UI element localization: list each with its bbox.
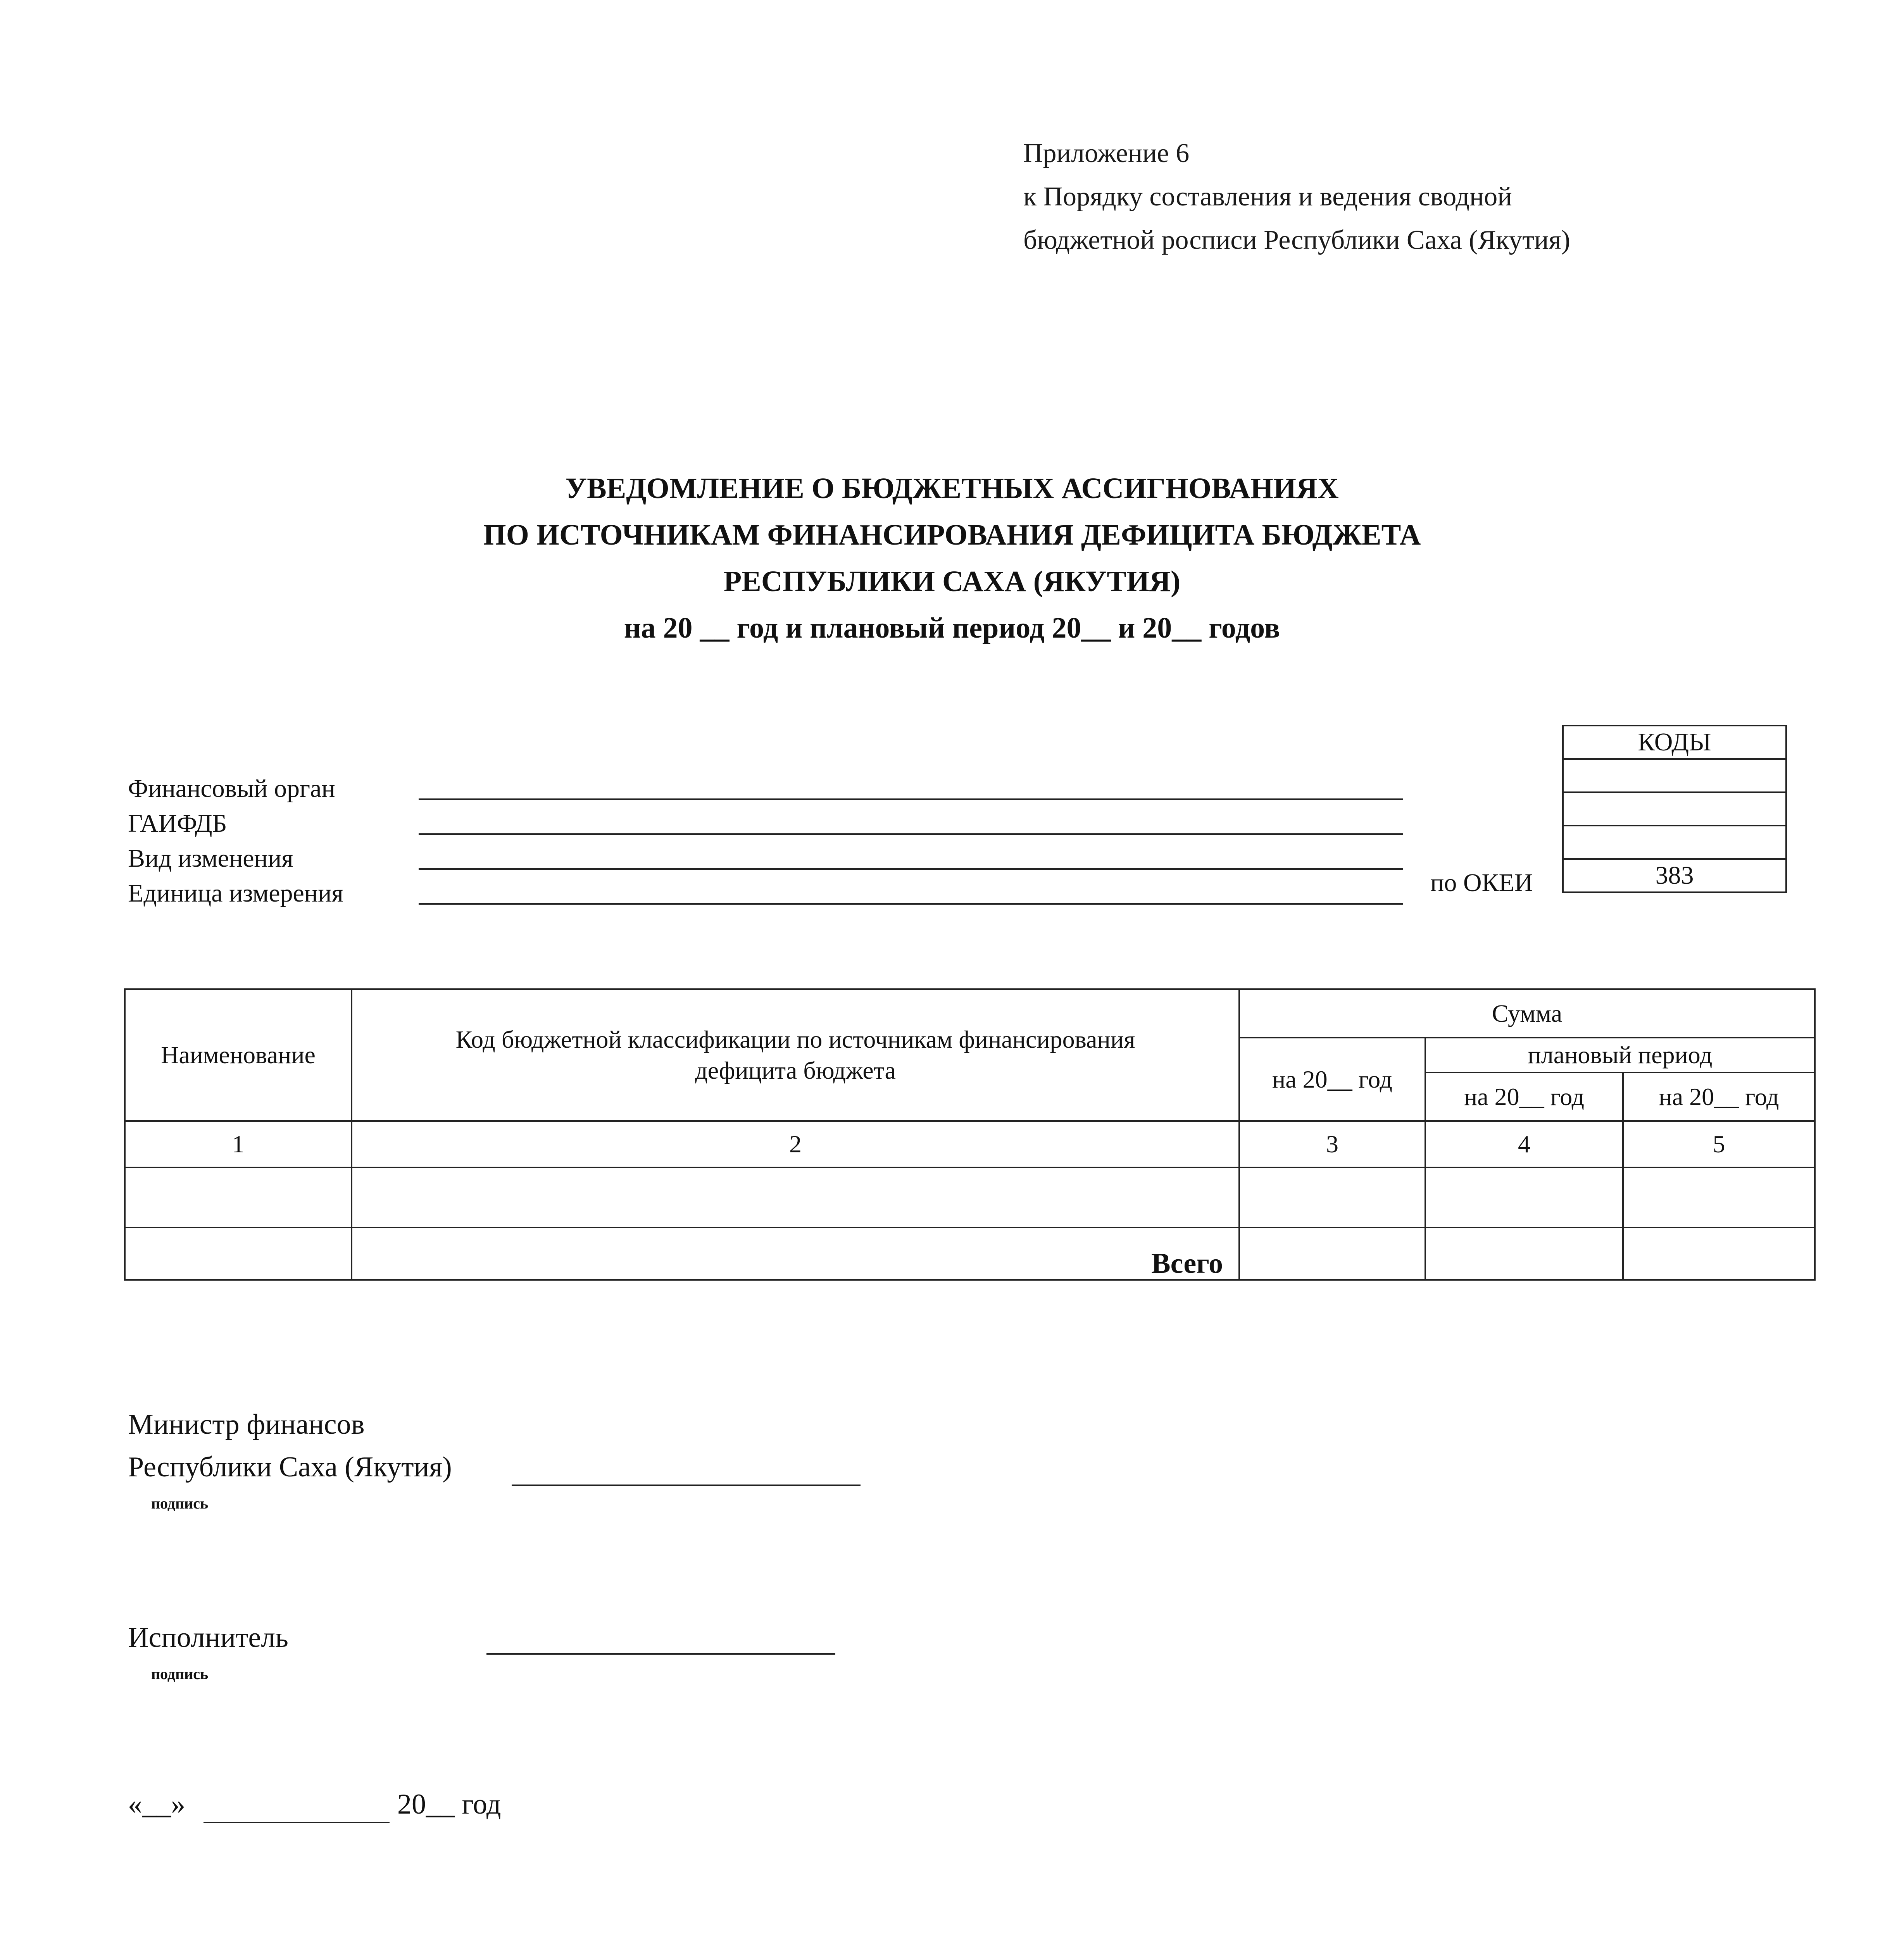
col-num-1: 1 <box>125 1121 352 1167</box>
header-name: Наименование <box>125 989 352 1121</box>
code-gaifdb[interactable] <box>1563 792 1786 826</box>
row-name-cell[interactable] <box>125 1167 352 1228</box>
appendix-note <box>1023 132 1570 262</box>
minister-line-2: Республики Саха (Якутия) <box>128 1451 452 1483</box>
date-day: «__» <box>128 1788 185 1820</box>
appendix-line-3: бюджетной росписи Республики Саха (Якутия) <box>1023 225 1570 255</box>
total-sum-plan-1-cell[interactable] <box>1425 1228 1623 1280</box>
row-sum-plan-2-cell[interactable] <box>1623 1167 1815 1228</box>
col-num-3: 3 <box>1239 1121 1425 1167</box>
gaifdb-label: ГАИФДБ <box>128 809 227 838</box>
minister-signature-field[interactable] <box>512 1485 861 1486</box>
unit-field[interactable] <box>419 903 1403 905</box>
total-name-cell <box>125 1228 352 1280</box>
change-type-label: Вид изменения <box>128 844 293 872</box>
gaifdb-field[interactable] <box>419 833 1403 835</box>
fin-organ-field[interactable] <box>419 798 1403 800</box>
table-row <box>125 1167 1815 1228</box>
column-numbers-row <box>125 1121 1815 1167</box>
document-title <box>0 465 1904 651</box>
executor-signature-caption: подпись <box>151 1665 209 1683</box>
col-num-4: 4 <box>1425 1121 1623 1167</box>
title-line-3: РЕСПУБЛИКИ САХА (ЯКУТИЯ) <box>723 565 1181 598</box>
executor-label: Исполнитель <box>128 1622 288 1654</box>
row-sum-plan-1-cell[interactable] <box>1425 1167 1623 1228</box>
executor-signature-field[interactable] <box>486 1653 835 1655</box>
budget-table <box>124 988 1816 1281</box>
minister-signature-caption: подпись <box>151 1495 209 1512</box>
total-sum-current-cell[interactable] <box>1239 1228 1425 1280</box>
code-fin-organ[interactable] <box>1563 759 1786 792</box>
code-okei: 383 <box>1563 859 1786 892</box>
codes-box <box>1562 725 1787 893</box>
header-year-plan-2: на 20__ год <box>1623 1072 1815 1121</box>
total-sum-plan-2-cell[interactable] <box>1623 1228 1815 1280</box>
okei-label: по ОКЕИ <box>1430 869 1533 897</box>
codes-title: КОДЫ <box>1563 726 1786 759</box>
row-code-cell[interactable] <box>352 1167 1239 1228</box>
date-year: 20__ год <box>397 1788 501 1820</box>
unit-label: Единица измерения <box>128 879 343 907</box>
title-line-1: УВЕДОМЛЕНИЕ О БЮДЖЕТНЫХ АССИГНОВАНИЯХ <box>565 472 1339 505</box>
minister-line-1: Министр финансов <box>128 1409 365 1440</box>
header-code-line-2: дефицита бюджета <box>695 1057 896 1084</box>
total-row <box>125 1228 1815 1280</box>
header-year-plan-1: на 20__ год <box>1425 1072 1623 1121</box>
header-planned-period: плановый период <box>1425 1038 1815 1072</box>
fin-organ-label: Финансовый орган <box>128 774 335 803</box>
title-line-4: на 20 __ год и плановый период 20__ и 20__ годов <box>624 612 1280 644</box>
col-num-2: 2 <box>352 1121 1239 1167</box>
row-sum-current-cell[interactable] <box>1239 1167 1425 1228</box>
header-year-current: на 20__ год <box>1239 1038 1425 1121</box>
total-label: Всего <box>352 1228 1239 1280</box>
col-num-5: 5 <box>1623 1121 1815 1167</box>
appendix-line-2: к Порядку составления и ведения сводной <box>1023 182 1512 212</box>
change-type-field[interactable] <box>419 868 1403 870</box>
date-month-field[interactable] <box>204 1822 390 1823</box>
header-sum: Сумма <box>1239 989 1815 1038</box>
appendix-line-1: Приложение 6 <box>1023 138 1190 168</box>
code-change-type[interactable] <box>1563 826 1786 859</box>
header-code <box>352 989 1239 1121</box>
title-line-2: ПО ИСТОЧНИКАМ ФИНАНСИРОВАНИЯ ДЕФИЦИТА БЮДЖЕТА <box>483 519 1421 551</box>
header-code-line-1: Код бюджетной классификации по источникам финансирования <box>455 1026 1135 1053</box>
